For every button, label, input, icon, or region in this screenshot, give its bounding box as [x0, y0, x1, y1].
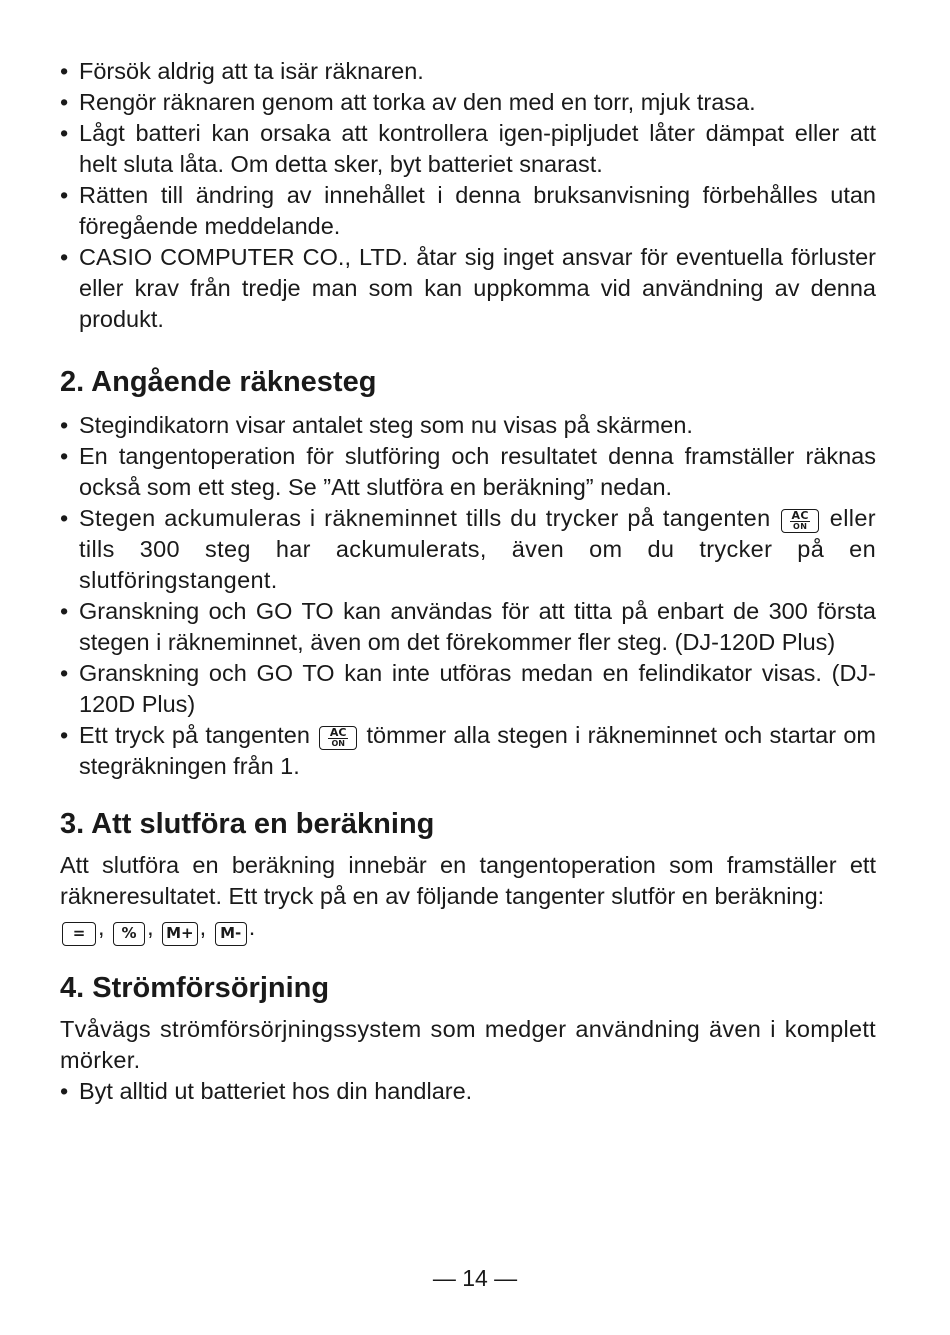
list-item-text: Rengör räknaren genom att torka av den med en torr, mjuk trasa. [79, 89, 756, 115]
section4-bullet-list [60, 1076, 876, 1107]
page-number: — 14 — [432, 1265, 518, 1291]
bullet-marker: • [60, 120, 69, 146]
separator: , [199, 914, 207, 940]
list-item [60, 596, 876, 658]
ac-on-key-icon [781, 509, 819, 533]
list-item [60, 242, 876, 335]
bullet-marker: • [60, 89, 69, 115]
on-key-label: ON [793, 522, 808, 531]
list-item-text: Granskning och GO TO kan inte utföras medan en felindikator visas. (DJ-120D Plus) [79, 660, 876, 717]
document-page [60, 56, 876, 1107]
bullet-marker: • [60, 598, 69, 624]
bullet-marker: • [60, 1078, 69, 1104]
paragraph-text: Att slutföra en beräkning innebär en tangentoperation som framställer ett räkneresultatet. Ett tryck på en av följande tangenter slutför en beräkning: [60, 852, 876, 909]
bullet-marker: • [60, 660, 69, 686]
list-item [60, 87, 876, 118]
list-item [60, 410, 876, 441]
separator: , [147, 914, 154, 940]
intro-bullet-list [60, 56, 876, 335]
list-item [60, 180, 876, 242]
list-item [60, 56, 876, 87]
section2-bullet-list [60, 410, 876, 782]
section4-paragraph: Tvåvägs strömförsörjningssystem som medger användning även i komplett mörker. [60, 1016, 876, 1073]
list-item-text: Lågt batteri kan orsaka att kontrollera igen-pipljudet låter dämpat eller att helt sluta låta. Om detta sker, byt batteriet snarast. [79, 120, 876, 177]
ac-key-label: AC [329, 726, 347, 739]
section-heading-rakningsteg: 2. Angående räknesteg [60, 366, 377, 398]
bullet-marker: • [60, 58, 69, 84]
list-item [60, 503, 876, 596]
on-key-label: ON [331, 739, 345, 748]
bullet-marker: • [60, 722, 69, 748]
equals-key-icon: = [62, 922, 96, 946]
section-heading-stromforsorjning: 4. Strömförsörjning [60, 972, 330, 1004]
percent-key-icon: % [113, 922, 145, 946]
list-item-text: Ett tryck på tangenten [79, 722, 310, 748]
m-minus-key-icon: M- [215, 922, 247, 946]
list-item-text: Försök aldrig att ta isär räknaren. [79, 58, 424, 84]
bullet-marker: • [60, 505, 69, 531]
list-item [60, 1076, 876, 1107]
list-item [60, 658, 876, 720]
ac-on-key-icon [319, 726, 357, 750]
bullet-marker: • [60, 443, 69, 469]
list-item [60, 441, 876, 503]
list-item-text: Rätten till ändring av innehållet i denna bruksanvisning förbehålles utan föregående meddelande. [79, 182, 876, 239]
list-item-text: Stegen ackumuleras i räkneminnet tills du trycker på tangenten [79, 505, 771, 531]
list-item [60, 118, 876, 180]
section3-paragraph [60, 850, 876, 946]
list-item-text: CASIO COMPUTER CO., LTD. åtar sig inget ansvar för eventuella förluster eller krav från tredje man som kan uppkomma vid användning av denna produkt. [79, 244, 876, 332]
ac-key-label: AC [791, 509, 809, 522]
section-heading-slutfora: 3. Att slutföra en beräkning [60, 808, 435, 840]
list-item-text: Stegindikatorn visar antalet steg som nu visas på skärmen. [79, 412, 693, 438]
list-item-text: tömmer alla stegen i räkneminnet och startar om stegräkningen från 1. [79, 722, 877, 779]
bullet-marker: • [60, 182, 69, 208]
list-item-text: Byt alltid ut batteriet hos din handlare. [79, 1078, 473, 1104]
separator: , [98, 914, 105, 940]
m-plus-key-icon: M+ [162, 922, 198, 946]
list-item-text: eller tills 300 steg har ackumulerats, även om du trycker på en slutföringstangent. [79, 505, 876, 593]
list-item [60, 720, 876, 782]
list-item-text: En tangentoperation för slutföring och resultatet denna framställer räknas också som ett steg. Se ”Att slutföra en beräkning” nedan. [79, 443, 876, 500]
bullet-marker: • [60, 244, 69, 270]
bullet-marker: • [60, 412, 69, 438]
terminator: . [248, 914, 256, 940]
list-item-text: Granskning och GO TO kan användas för att titta på enbart de 300 första stegen i räkneminnet, även om det förekommer fler steg. (DJ-120D Plus) [79, 598, 876, 655]
